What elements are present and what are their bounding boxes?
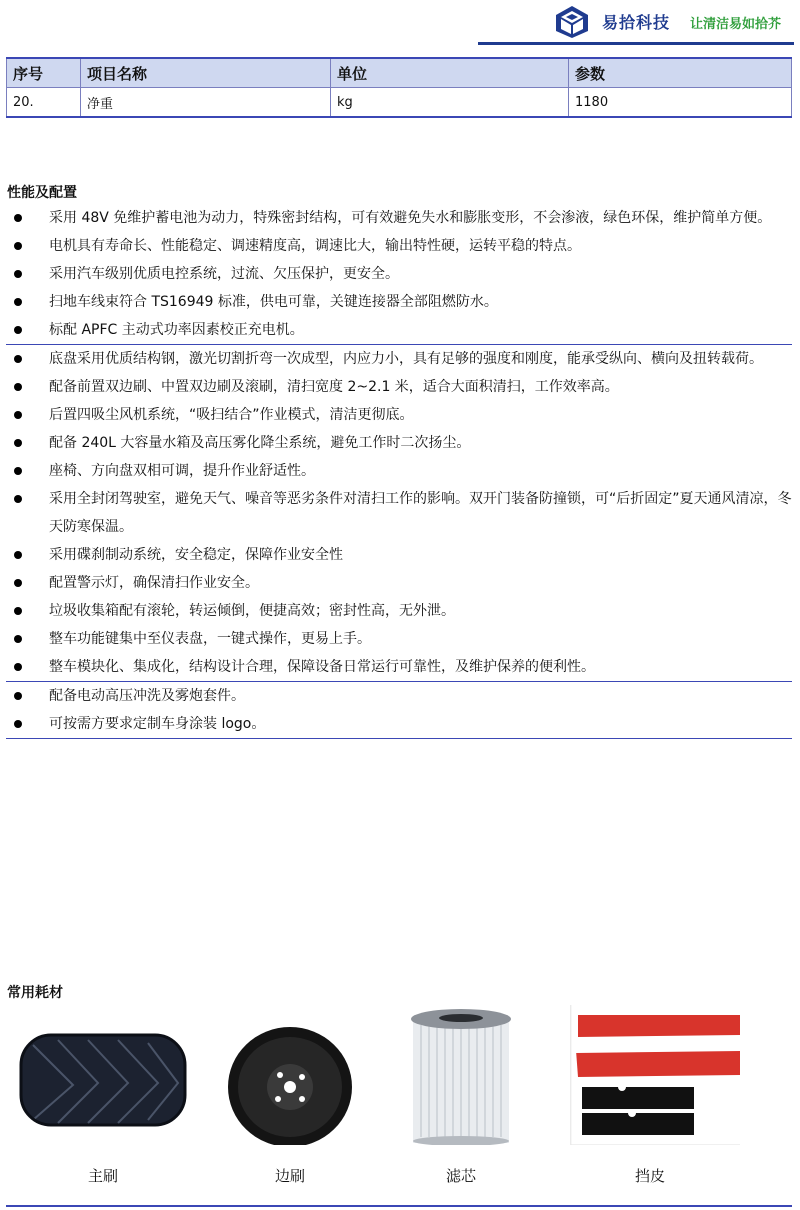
consumables-section-title: 常用耗材 xyxy=(7,985,63,1001)
column-header-index: 序号 xyxy=(7,58,81,88)
list-item: 配备 240L 大容量水箱及高压雾化降尘系统，避免工作时二次扬尘。 xyxy=(6,429,792,457)
table-row xyxy=(7,88,792,118)
side-brush-image xyxy=(200,1005,380,1145)
list-item: 底盘采用优质结构钢，激光切割折弯一次成型，内应力小，具有足够的强度和刚度，能承受纵向、横向及扭转载荷。 xyxy=(6,345,792,373)
list-item: 可按需方要求定制车身涂装 logo。 xyxy=(6,710,792,738)
column-header-item: 项目名称 xyxy=(81,58,331,88)
consumable-main-brush xyxy=(13,1005,193,1185)
list-item: 电机具有寿命长、性能稳定、调速精度高，调速比大，输出特性硬，运转平稳的特点。 xyxy=(6,232,792,260)
list-item: 采用碟刹制动系统，安全稳定，保障作业安全性 xyxy=(6,541,792,569)
consumables-gallery xyxy=(0,1005,800,1185)
cell-index: 20. xyxy=(7,88,81,118)
list-item: 后置四吸尘风机系统，“吸扫结合”作业模式，清洁更彻底。 xyxy=(6,401,792,429)
feature-group-chassis xyxy=(6,345,792,682)
roller-brush-image xyxy=(13,1005,193,1145)
feature-group-options xyxy=(6,682,792,739)
spec-table xyxy=(6,57,792,118)
page-header xyxy=(0,0,800,48)
features-section-title: 性能及配置 xyxy=(7,185,77,201)
consumable-filter xyxy=(371,1005,551,1185)
list-item: 配置警示灯，确保清扫作业安全。 xyxy=(6,569,792,597)
consumable-label: 挡皮 xyxy=(634,1167,665,1185)
features-list xyxy=(6,204,792,739)
cell-value: 1180 xyxy=(569,88,792,118)
consumable-label: 主刷 xyxy=(87,1167,118,1185)
list-item: 采用 48V 免维护蓄电池为动力，特殊密封结构，可有效避免失水和膨胀变形，不会渗液，绿色环保，维护简单方便。 xyxy=(6,204,792,232)
column-header-value: 参数 xyxy=(569,58,792,88)
cube-logo-icon xyxy=(553,4,591,40)
rubber-flap-image xyxy=(560,1005,740,1145)
list-item: 配备电动高压冲洗及雾炮套件。 xyxy=(6,682,792,710)
list-item: 整车模块化、集成化，结构设计合理，保障设备日常运行可靠性，及维护保养的便利性。 xyxy=(6,653,792,681)
list-item: 采用汽车级别优质电控系统，过流、欠压保护，更安全。 xyxy=(6,260,792,288)
list-item: 标配 APFC 主动式功率因素校正充电机。 xyxy=(6,316,792,344)
header-divider xyxy=(478,42,794,45)
list-item: 扫地车线束符合 TS16949 标准，供电可靠，关键连接器全部阻燃防水。 xyxy=(6,288,792,316)
consumable-side-brush xyxy=(200,1005,380,1185)
list-item: 垃圾收集箱配有滚轮，转运倾倒，便捷高效；密封性高，无外泄。 xyxy=(6,597,792,625)
list-item: 采用全封闭驾驶室，避免天气、噪音等恶劣条件对清扫工作的影响。双开门装备防撞锁，可“后折固定”夏天通风清凉，冬天防寒保温。 xyxy=(6,485,792,541)
cell-item: 净重 xyxy=(81,88,331,118)
column-header-unit: 单位 xyxy=(331,58,569,88)
cell-unit: kg xyxy=(331,88,569,118)
filter-cartridge-image xyxy=(371,1005,551,1145)
list-item: 整车功能键集中至仪表盘，一键式操作，更易上手。 xyxy=(6,625,792,653)
table-header-row xyxy=(7,58,792,88)
feature-group-power xyxy=(6,204,792,345)
consumable-label: 边刷 xyxy=(274,1167,305,1185)
consumable-label: 滤芯 xyxy=(445,1167,476,1185)
brand-slogan: 让清洁易如拾芥 xyxy=(690,17,782,32)
footer-divider xyxy=(6,1205,792,1207)
list-item: 配备前置双边刷、中置双边刷及滚刷，清扫宽度 2~2.1 米，适合大面积清扫，工作效率高。 xyxy=(6,373,792,401)
brand-name: 易拾科技 xyxy=(602,13,671,32)
consumable-rubber-flap xyxy=(560,1005,740,1185)
list-item: 座椅、方向盘双相可调，提升作业舒适性。 xyxy=(6,457,792,485)
